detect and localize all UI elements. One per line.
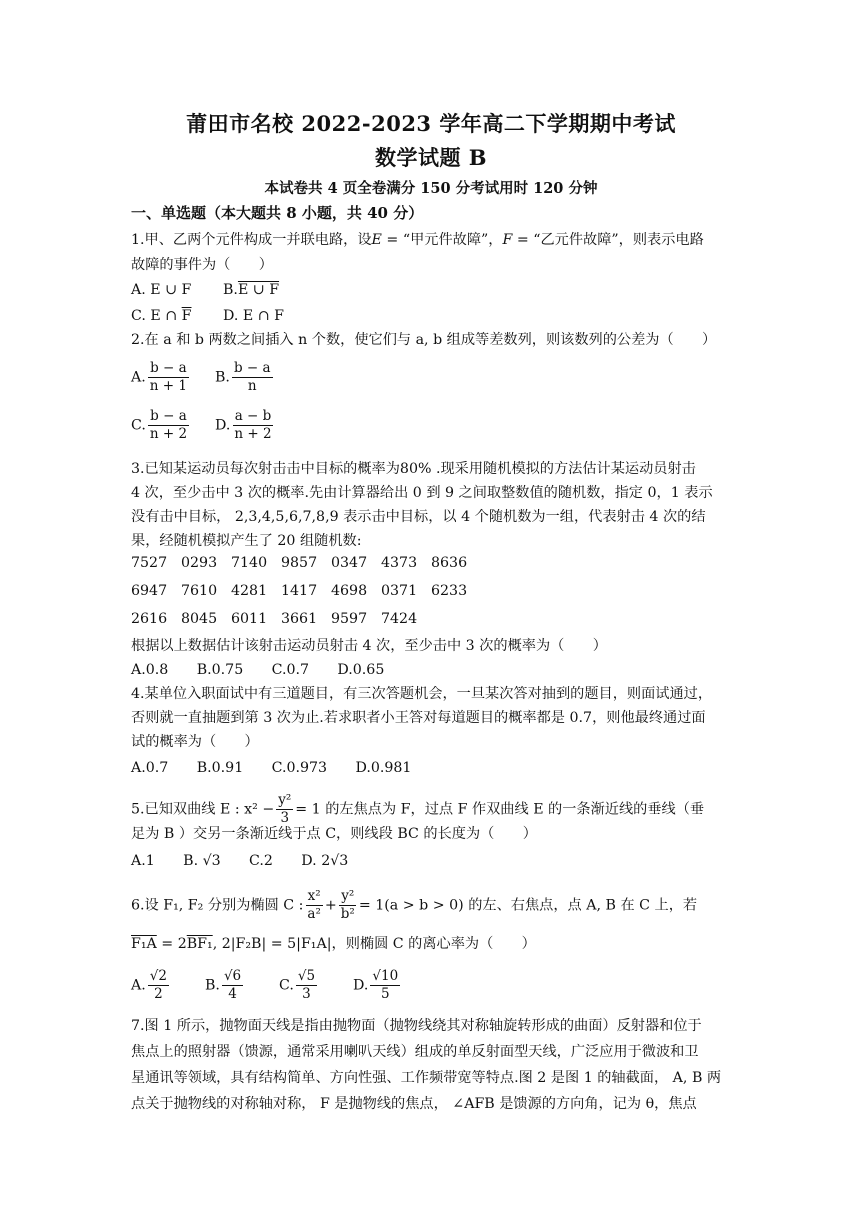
exam-info: 本试卷共 4 页全卷满分 150 分考试用时 120 分钟 [264,180,598,197]
q6-line1: 6.设 F₁, F₂ 分别为椭圆 C : $\frac{\text{x²}}{\text{a²}}$ + $\frac{\text{y²}}{\text{b²}}$ = 1(a > b > 0) 的左、右焦点，点 A, B 在 C 上，若 [131,888,698,922]
q7-line3: 星通讯等领域，具有结构简单、方向性强、工作频带宽等特点.图 2 是图 1 的轴截面， A, B 两 [131,1070,722,1086]
q2-option-d: D. $\frac{a - b}{n + 2}$ [215,408,272,442]
q6-option-a: A. $\frac{√2}{2}$ [131,968,167,1002]
q3-line2: 4 次，至少击中 3 次的概率.先由计算器给出 0 到 9 之间取整数值的随机数，指定 0，1 表示 [131,485,713,501]
q6-line2: F₁A = 2BF₁, 2|F₂B| = 5|F₁A|，则椭圆 C 的离心率为（ ） [131,936,536,952]
exam-subject-title: 数学试题 B [374,145,488,170]
q2-option-a: A. $\frac{b - a}{n + 1}$ [131,360,187,394]
q5-options: A.1 B. √3 C.2 D. 2√3 [131,853,349,869]
q3-line1: 3.已知某运动员每次射击击中目标的概率为80% .现采用随机模拟的方法估计某运动员射击 [131,461,696,477]
q6-option-c: C. $\frac{√5}{3}$ [279,968,316,1002]
section-heading: 一、单选题（本大题共 8 小题，共 40 分） [131,204,424,222]
q1-line1: 1.甲、乙两个元件构成一并联电路，设E = “甲元件故障”，F = “乙元件故障”，则表示电路 [131,232,704,248]
q3-random-row-1: 7527 0293 7140 9857 0347 4373 8636 [131,555,468,571]
q5-line1: 5.已知双曲线 E : x² − $\frac{\text{y²}}{3}$ = 1 的左焦点为 F，过点 F 作双曲线 E 的一条渐近线的垂线（垂 [131,792,705,826]
q4-line1: 4.某单位入职面试中有三道题目，有三次答题机会，一旦某次答对抽到的题目，则面试通过， [131,686,713,702]
q6-option-b: B. $\frac{√6}{4}$ [205,968,242,1002]
q5-line2: 足为 B ）交另一条渐近线于点 C，则线段 BC 的长度为（ ） [131,826,537,842]
q1-option-c: C. E ∩ $\overline{F}$ [131,308,192,324]
q2-option-b: B. $\frac{b - a}{n}$ [215,360,271,394]
q3-line4: 果，经随机模拟产生了 20 组随机数: [131,533,362,549]
q3-line5: 根据以上数据估计该射击运动员射击 4 次，至少击中 3 次的概率为（ ） [131,638,607,654]
q7-line1: 7.图 1 所示，抛物面天线是指由抛物面（抛物线绕其对称轴旋转形成的曲面）反射器和位于 [131,1018,702,1034]
q4-options: A.0.7 B.0.91 C.0.973 D.0.981 [131,760,412,776]
q4-line3: 试的概率为（ ） [131,734,259,750]
q1-option-d: D. E ∩ F [223,308,284,324]
q1-option-a: A. E ∪ F [131,282,192,298]
q2-line1: 2.在 a 和 b 两数之间插入 n 个数，使它们与 a, b 组成等差数列，则该数列的公差为（ ） [131,332,717,348]
q3-options: A.0.8 B.0.75 C.0.7 D.0.65 [131,662,385,678]
q4-line2: 否则就一直抽题到第 3 次为止.若求职者小王答对每道题目的概率都是 0.7，则他最终通过面 [131,710,706,726]
q7-line2: 焦点上的照射器（馈源，通常采用喇叭天线）组成的单反射面型天线，广泛应用于微波和卫 [131,1044,699,1060]
q1-option-b: B.E ∪ F [223,282,280,298]
q3-line3: 没有击中目标， 2,3,4,5,6,7,8,9 表示击中目标，以 4 个随机数为一组，代表射击 4 次的结 [131,509,706,525]
q2-option-c: C. $\frac{b - a}{n + 2}$ [131,408,188,442]
exam-title: 莆田市名校 2022-2023 学年高二下学期期中考试 [186,111,676,136]
q1-line2: 故障的事件为（ ） [131,257,273,273]
q7-line4: 点关于抛物线的对称轴对称， F 是抛物线的焦点， ∠AFB 是馈源的方向角，记为 θ，焦点 [131,1096,697,1112]
q3-random-row-2: 6947 7610 4281 1417 4698 0371 6233 [131,583,468,599]
q6-option-d: D. $\frac{√10}{5}$ [353,968,399,1002]
q3-random-row-3: 2616 8045 6011 3661 9597 7424 [131,611,418,627]
